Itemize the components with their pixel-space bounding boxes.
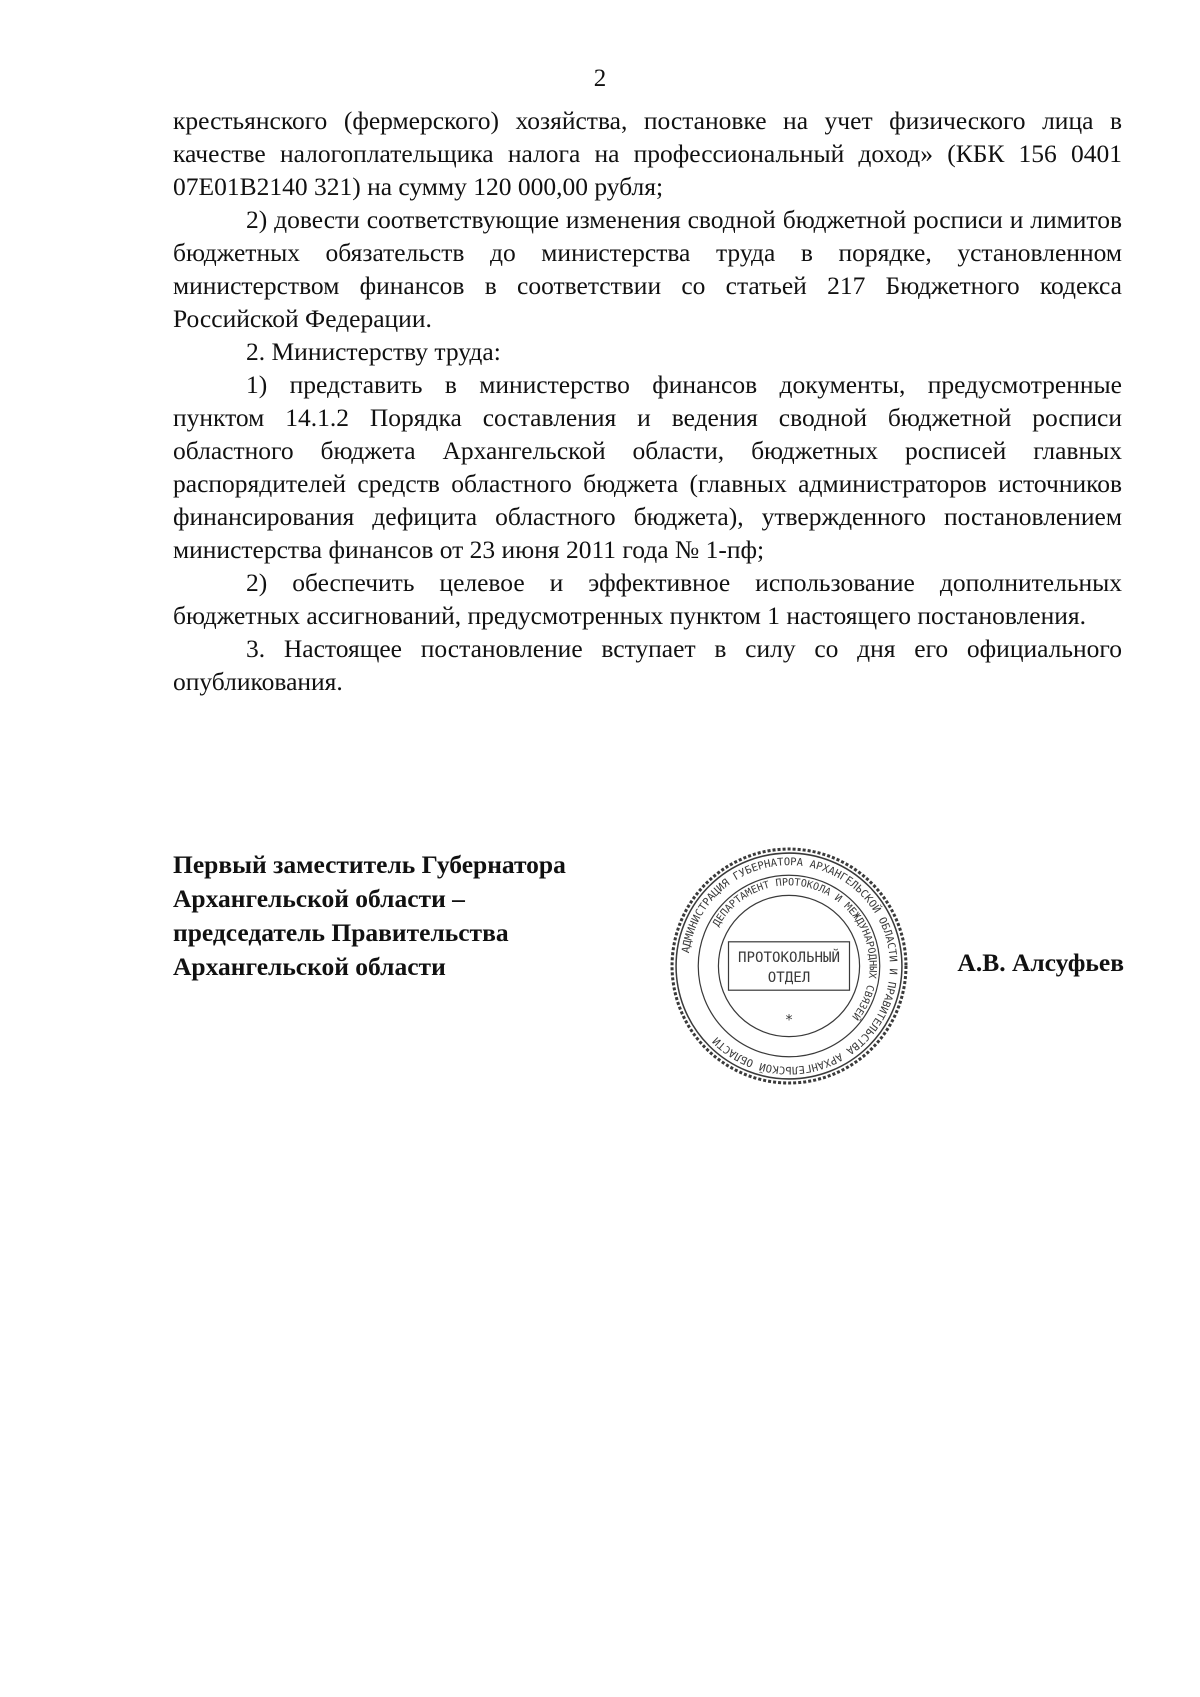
signatory-position-line: Архангельской области xyxy=(173,952,446,981)
signatory-position xyxy=(173,848,623,984)
paragraph-1: крестьянского (фермерского) хозяйства, постановке на учет физического лица в качестве налогоплательщика налога на профессиональный доход» (КБК 156 0401 07Е01В2140 321) на сумму 120 000,00 рубля; xyxy=(173,106,1122,201)
paragraph-2: 2) довести соответствующие изменения сводной бюджетной росписи и лимитов бюджетных обязательств до министерства труда в порядке, установленном министерством финансов в соответствии со статьей 217 Бюджетного кодекса Российской Федерации. xyxy=(173,205,1122,333)
page-number: 2 xyxy=(593,65,607,92)
paragraph-5: 2) обеспечить целевое и эффективное использование дополнительных бюджетных ассигнований, предусмотренных пунктом 1 настоящего постановления. xyxy=(173,568,1122,630)
signatory-position-line: председатель Правительства xyxy=(173,918,509,947)
signatory-position-line: Первый заместитель Губернатора xyxy=(173,850,566,879)
official-stamp xyxy=(668,845,910,1087)
paragraph-3: 2. Министерству труда: xyxy=(246,337,501,366)
stamp-inner-text: ДЕПАРТАМЕНТ ПРОТОКОЛА И МЕЖДУНАРОДНЫХ СВЯЗЕЙ xyxy=(711,877,878,1022)
stamp-seal-icon xyxy=(668,845,910,1087)
stamp-outer-text: АДМИНИСТРАЦИЯ ГУБЕРНАТОРА АРХАНГЕЛЬСКОЙ ОБЛАСТИ И ПРАВИТЕЛЬСТВА АРХАНГЕЛЬСКОЙ ОБЛАСТИ xyxy=(680,856,899,1076)
paragraph-4: 1) представить в министерство финансов документы, предусмотренные пунктом 14.1.2 Порядка составления и ведения сводной бюджетной росписи областного бюджета Архангельской области, бюджетных росписей главных распорядителей средств областного бюджета (главных администраторов источников финансирования дефицита областного бюджета), утвержденного постановлением министерства финансов от 23 июня 2011 года № 1-пф; xyxy=(173,370,1122,564)
stamp-center-line2: ОТДЕЛ xyxy=(767,970,811,987)
document-body xyxy=(173,104,1122,698)
paragraph-6: 3. Настоящее постановление вступает в силу со дня его официального опубликования. xyxy=(173,634,1122,696)
stamp-center-line1: ПРОТОКОЛЬНЫЙ xyxy=(738,949,840,966)
stamp-star: * xyxy=(785,1012,793,1029)
signatory-position-line: Архангельской области – xyxy=(173,884,465,913)
signatory-name: А.В. Алсуфьев xyxy=(957,948,1124,977)
